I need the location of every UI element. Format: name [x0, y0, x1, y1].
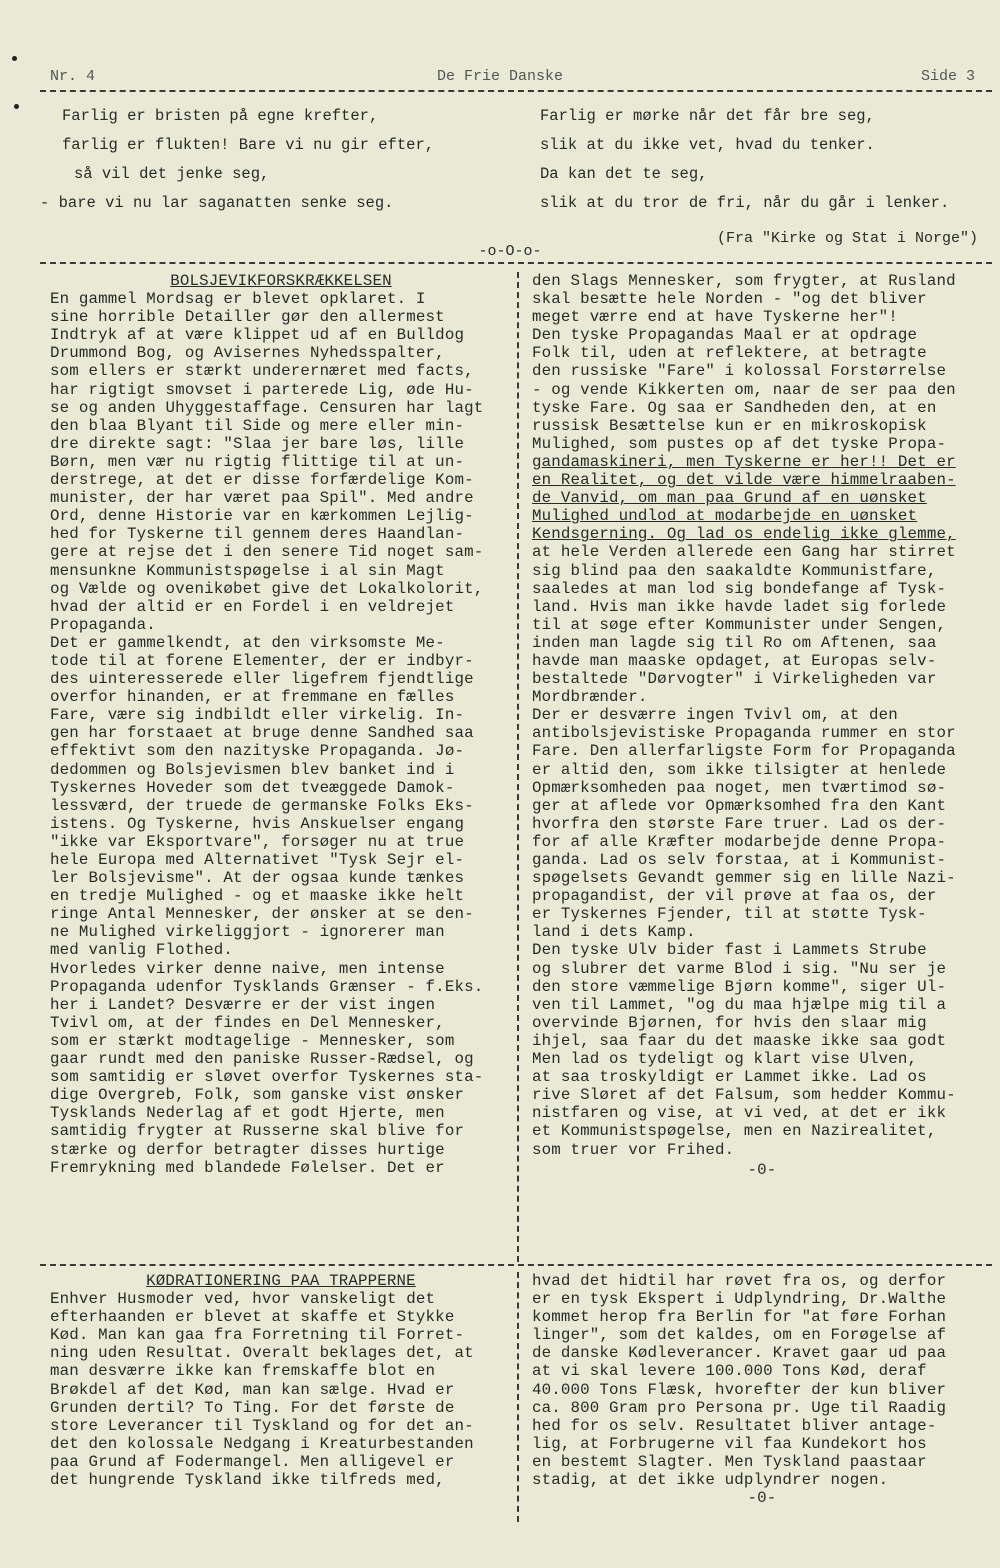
text-line: effektivt som den nazityske Propaganda. Jø-	[50, 742, 465, 761]
text-line: at saa troskyldigt er Lammet ikke. Lad os	[532, 1068, 927, 1087]
text-line: "ikke var Eksportvare", forsøger nu at true	[50, 832, 465, 851]
text-line: Fare. Den allerfarligste Form for Propaganda	[532, 742, 956, 761]
poem-line: Farlig er bristen på egne krefter,	[62, 107, 379, 125]
text-line: Fremrykning med blandede Følelser. Det er	[50, 1158, 445, 1177]
section-rule	[40, 1264, 992, 1266]
text-line: derstrege, at det er disse forfærdelige Kom-	[50, 471, 474, 490]
text-line: land i dets Kamp.	[532, 923, 696, 942]
text-line: Men lad os tydeligt og klart vise Ulven,	[532, 1050, 918, 1069]
text-line: land. Hvis man ikke havde ladet sig forlede	[532, 597, 947, 616]
issue-number: Nr. 4	[50, 68, 96, 85]
text-line: Børn, men vær nu rigtig flittige til at un-	[50, 452, 465, 471]
text-line: ger at aflede vor Opmærksomhed fra den Kant	[532, 796, 947, 815]
poem-line: så vil det jenke seg,	[74, 165, 270, 183]
text-line: Tyskernes Hoveder som det tveæggede Damok-	[50, 778, 455, 797]
text-line: ven til Lammet, "og du maa hjælpe mig til a	[532, 995, 947, 1014]
article-body	[50, 1290, 512, 1489]
text-line: Tysklands Nederlag af et godt Hjerte, men	[50, 1104, 445, 1123]
text-line: rive Sløret af det Falsum, som hedder Kommu-	[532, 1086, 956, 1105]
text-line: Det er gammelkendt, at den virksomste Me-	[50, 633, 445, 652]
text-line: hvad det hidtil har røvet fra os, og derfor	[532, 1272, 947, 1290]
text-line: Indtryk af at være klippet ud af en Bulldog	[50, 326, 465, 345]
text-line: linger", som det kaldes, om en Forøgelse af	[532, 1326, 947, 1345]
text-line: havde man maaske opdaget, at Europas selv-	[532, 651, 937, 670]
text-line: det hungrende Tyskland ikke tilfreds med,	[50, 1471, 445, 1490]
text-line: hed for os selv. Resultatet bliver antage-	[532, 1416, 937, 1435]
article-bolsjevik-left-column	[50, 272, 512, 1177]
text-line: nistfaren og vise, at vi ved, at det er ikk	[532, 1104, 947, 1123]
text-line: Brøkdel af det Kød, man kan sælge. Hvad er	[50, 1380, 455, 1399]
text-line: Propaganda udenfor Tysklands Grænser - f.Eks.	[50, 977, 484, 996]
poem-separator: -o-O-o-	[478, 243, 542, 260]
text-line: det den kolossale Nedgang i Kreaturbestanden	[50, 1434, 474, 1453]
text-line: her i Landet? Desværre er der vist ingen	[50, 995, 436, 1014]
text-line: er Tyskernes Fjender, til at støtte Tysk-	[532, 905, 927, 924]
text-line: gandamaskineri, men Tyskerne er her!! Det er	[532, 452, 956, 471]
text-line: sine horrible Detailler gør den allermest	[50, 308, 445, 327]
text-line: samtidig frygter at Russerne skal blive for	[50, 1122, 465, 1141]
text-line: og Vælde og ovenikøbet give det Lokalkolorit,	[50, 579, 484, 598]
text-line: en tredje Mulighed - og et maaske ikke helt	[50, 887, 465, 906]
text-line: 40.000 Tons Flæsk, hvorefter der kun bliver	[532, 1380, 947, 1399]
poem-line: slik at du ikke vet, hvad du tenker.	[540, 136, 875, 154]
text-line: Den tyske Ulv bider fast i Lammets Strube	[532, 941, 927, 960]
text-line: Mulighed undlod at modarbejde en uønsket	[532, 507, 918, 526]
text-line: paa Grund af Fodermangel. Men alligevel er	[50, 1452, 455, 1471]
poem-line: Da kan det te seg,	[540, 165, 708, 183]
text-line: hvorfra den største Fare truer. Lad os der-	[532, 814, 947, 833]
text-line: Mordbrænder.	[532, 688, 648, 707]
text-line: de danske Kødleverancer. Kravet gaar ud paa	[532, 1344, 947, 1363]
text-line: En gammel Mordsag er blevet opklaret. I	[50, 290, 426, 309]
article-kod-right-column	[532, 1272, 992, 1507]
text-line: ihjel, saa faar du det maaske ikke saa godt	[532, 1031, 947, 1050]
text-line: som er stærkt modtagelige - Mennesker, som	[50, 1031, 455, 1050]
text-line: ning uden Resultat. Overalt beklages det, at	[50, 1344, 474, 1363]
text-line: istens. Og Tyskerne, hvis Anskuelser engang	[50, 814, 465, 833]
text-line: som truer vor Frihed.	[532, 1140, 735, 1159]
text-line: for af alle Kræfter modarbejde denne Propa-	[532, 832, 947, 851]
poem-credit: (Fra "Kirke og Stat i Norge")	[716, 230, 978, 247]
text-line: skal besætte hele Norden - "og det bliver	[532, 290, 927, 309]
text-line: munister, der har været paa Spil". Med andre	[50, 489, 474, 508]
text-line: hele Europa med Alternativet "Tysk Sejr el-	[50, 851, 465, 869]
poem-right-stanza	[540, 102, 949, 218]
poem-line: Farlig er mørke når det får bre seg,	[540, 107, 875, 125]
text-line: til at søge efter Kommunister under Sengen,	[532, 615, 947, 634]
text-line: ringe Antal Mennesker, der ønsker at se den-	[50, 905, 474, 924]
hole-punch-mark	[12, 56, 17, 61]
text-line: som samtidig er sløvet overfor Tyskernes sta-	[50, 1068, 484, 1087]
text-line: antibolsjevistiske Propaganda rummer en stor	[532, 724, 956, 743]
text-line: en Realitet, og det vilde være himmelraaben-	[532, 471, 956, 490]
text-line: Opmærksomheden paa noget, men tværtimod sø-	[532, 778, 947, 797]
text-line: den russiske "Fare" i kolossal Forstørrelse	[532, 362, 947, 381]
poem-line: slik at du tror de fri, når du går i lenker.	[540, 194, 950, 212]
text-line: sig blind paa den saakaldte Kommunistfare,	[532, 561, 937, 580]
text-line: meget værre end at have Tyskerne her"!	[532, 308, 898, 327]
text-line: den Slags Mennesker, som frygter, at Rusland	[532, 272, 956, 290]
text-line: Grunden dertil? To Ting. For det første de	[50, 1398, 455, 1417]
text-line: er altid den, som ikke tilsigter at henlede	[532, 760, 947, 779]
newspaper-title: De Frie Danske	[436, 68, 564, 85]
text-line: dre direkte sagt: "Slaa jer bare løs, lille	[50, 434, 465, 453]
text-line: dige Overgreb, Folk, som ganske vist ønsker	[50, 1086, 465, 1105]
text-line: Enhver Husmoder ved, hvor vanskeligt det	[50, 1290, 436, 1309]
text-line: ca. 800 Gram pro Persona pr. Uge til Raadig	[532, 1398, 947, 1417]
text-line: at hele Verden allerede een Gang har stirret	[532, 543, 956, 562]
article-body	[50, 290, 512, 1177]
text-line: hed for Tyskerne til gennem deres Haandlan-	[50, 525, 465, 544]
text-line: er en tysk Ekspert i Udplyndring, Dr.Walthe	[532, 1290, 947, 1309]
text-line: overvinde Bjørnen, for hvis den slaar mig	[532, 1013, 927, 1032]
text-line: ne Mulighed virkeliggjort - ignorerer man	[50, 923, 445, 942]
text-line: overfor hinanden, er at fremmane en fælles	[50, 688, 455, 707]
text-line: lessværd, der truede de germanske Folks Eks-	[50, 796, 474, 815]
text-line: og slubrer det varme Blod i sig. "Nu ser je	[532, 959, 947, 978]
text-line: gen har forstaaet at bruge denne Sandhed saa	[50, 724, 474, 743]
text-line: Drummond Bog, og Avisernes Nyhedsspalter,	[50, 344, 445, 363]
text-line: - og vende Kikkerten om, naar de ser paa den	[532, 380, 956, 399]
text-line: Propaganda.	[50, 615, 156, 634]
text-line: at vi skal levere 100.000 Tons Kød, deraf	[532, 1362, 927, 1381]
text-line: bestaltede "Dørvogter" i Virkeligheden var	[532, 670, 937, 689]
text-line: efterhaanden er blevet at skaffe et Stykke	[50, 1308, 455, 1327]
text-line: Hvorledes virker denne naive, men intense	[50, 959, 445, 978]
article-title-bolsjevik: BOLSJEVIKFORSKRÆKKELSEN	[170, 272, 392, 290]
column-divider	[517, 272, 519, 1262]
text-line: russisk Besættelse kun er en mikroskopisk	[532, 416, 927, 435]
text-line: Kendsgerning. Og lad os endelig ikke glemme,	[532, 525, 956, 544]
page-number: Side 3	[920, 68, 975, 85]
text-line: Der er desværre ingen Tvivl om, at den	[532, 706, 898, 725]
article-title-kod: KØDRATIONERING PAA TRAPPERNE	[146, 1272, 416, 1290]
text-line: inden man lagde sig til Ro om Aftenen, saa	[532, 633, 937, 652]
text-line: se og anden Uhyggestaffage. Censuren har lagt	[50, 398, 484, 417]
text-line: gaar rundt med den paniske Russer-Rædsel, og	[50, 1050, 474, 1069]
text-line: de Vanvid, om man paa Grund af en uønsket	[532, 489, 927, 508]
text-line: den blaa Blyant til Side og mere eller min-	[50, 416, 465, 435]
article-body	[532, 272, 992, 1159]
text-line: man desværre ikke kan fremskaffe blot en	[50, 1362, 436, 1381]
text-line: Tvivl om, at der findes en Del Mennesker,	[50, 1013, 445, 1032]
text-line: Mulighed, som pustes op af det tyske Propa-	[532, 434, 947, 453]
text-line: Fare, være sig indbildt eller virkelig. In-	[50, 706, 465, 725]
article-kod-left-column	[50, 1272, 512, 1489]
poem-line: - bare vi nu lar saganatten senke seg.	[40, 194, 394, 212]
article-bolsjevik-right-column	[532, 272, 992, 1179]
poem-line: farlig er flukten! Bare vi nu gir efter,	[62, 136, 435, 154]
text-line: ganda. Lad os selv forstaa, at i Kommunist-	[532, 851, 947, 869]
text-line: Kød. Man kan gaa fra Forretning til Forret-	[50, 1326, 465, 1345]
text-line: Ord, denne Historie var en kærkommen Lejlig-	[50, 507, 474, 526]
text-line: en bestemt Slagter. Men Tyskland paastaar	[532, 1452, 927, 1471]
article-end-mark: -0-	[747, 1489, 777, 1508]
section-rule	[40, 262, 992, 264]
text-line: stadig, at det ikke udplyndrer nogen.	[532, 1471, 889, 1490]
text-line: har rigtigt smovset i parterede Lig, øde Hu-	[50, 380, 474, 399]
article-end-mark: -0-	[747, 1160, 777, 1179]
text-line: spøgelsets Gevandt gemmer sig en lille Nazi-	[532, 869, 956, 888]
text-line: stærke og derfor betragter disses hurtige	[50, 1140, 445, 1159]
text-line: tode til at forene Elementer, der er indbyr-	[50, 651, 474, 670]
text-line: ler Bolsjevisme". At der ogsaa kunde tænkes	[50, 869, 465, 888]
text-line: gere at rejse det i den senere Tid noget sam-	[50, 543, 484, 562]
ink-spot-mark	[14, 104, 19, 109]
text-line: store Leverancer til Tyskland og for det an-	[50, 1416, 474, 1435]
header-rule	[40, 90, 992, 92]
text-line: kommet herop fra Berlin for "at føre Forhan	[532, 1308, 947, 1327]
column-divider	[517, 1272, 519, 1522]
text-line: med vanlig Flothed.	[50, 941, 233, 960]
text-line: Folk til, uden at reflektere, at betragte	[532, 344, 927, 363]
text-line: Den tyske Propagandas Maal er at opdrage	[532, 326, 918, 345]
text-line: et Kommunistspøgelse, men en Nazirealitet,	[532, 1122, 937, 1141]
text-line: saaledes at man lod sig bondefange af Tysk-	[532, 579, 947, 598]
article-body	[532, 1272, 992, 1489]
text-line: tyske Fare. Og saa er Sandheden den, at en	[532, 398, 937, 417]
text-line: hvad der altid er en Fordel i en veldrejet	[50, 597, 455, 616]
text-line: dedommen og Bolsjevismen blev banket ind i	[50, 760, 455, 779]
poem-left-stanza	[40, 102, 435, 218]
text-line: propagandist, der vil prøve at faa os, der	[532, 887, 937, 906]
text-line: mensunkne Kommunistspøgelse i al sin Magt	[50, 561, 445, 580]
text-line: des uinteresserede eller ligefrem fjendtlige	[50, 670, 474, 689]
text-line: lig, at Forbrugerne vil faa Kundekort hos	[532, 1434, 927, 1453]
text-line: den store væmmelige Bjørn komme", siger Ul-	[532, 977, 947, 996]
text-line: som ellers er stærkt underernæret med facts,	[50, 362, 474, 381]
